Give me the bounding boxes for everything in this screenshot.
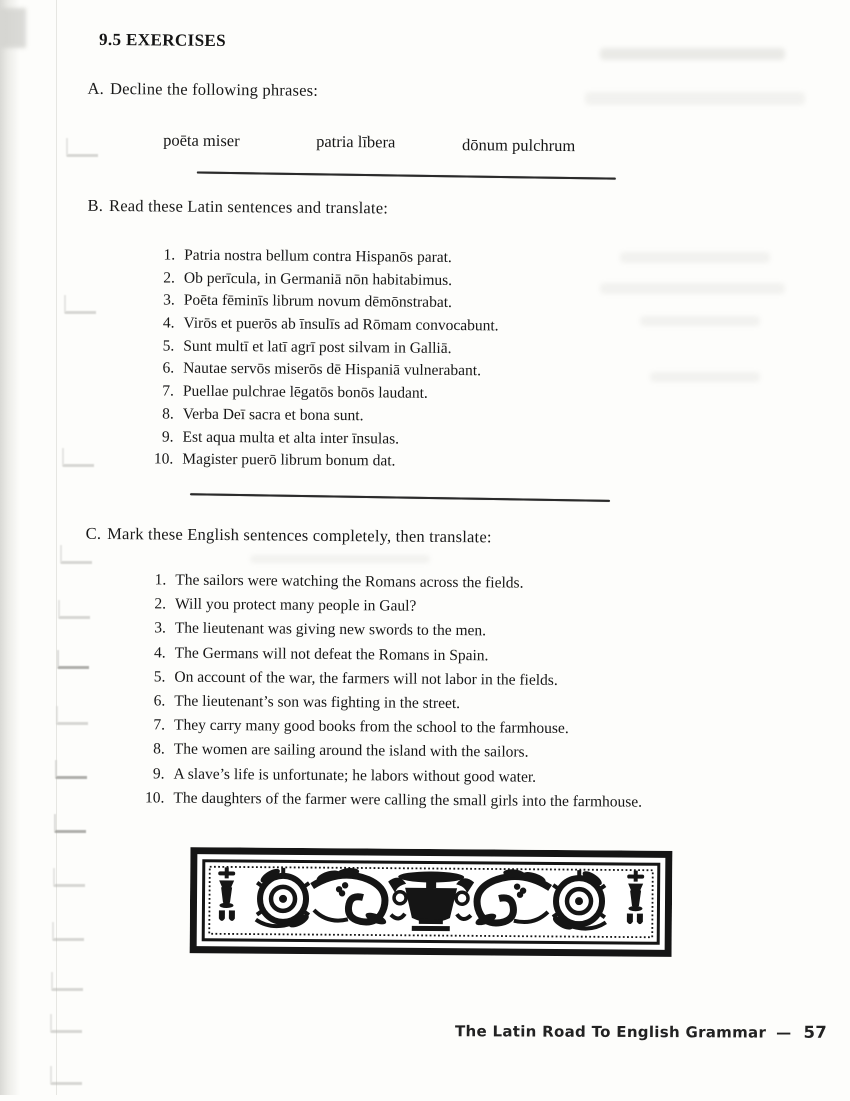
- item-text: Verba Deī sacra et bona sunt.: [182, 405, 364, 425]
- horizontal-rule-1: [197, 171, 616, 179]
- section-c-heading-text: Mark these English sentences completely, then translate:: [107, 523, 492, 547]
- list-item: [148, 292, 499, 318]
- item-text: The lieutenant was giving new swords to the men.: [174, 619, 487, 640]
- section-a-label: A.: [87, 78, 105, 98]
- list-item: [147, 314, 498, 340]
- list-item: [146, 451, 497, 477]
- item-text: The daughters of the farmer were calling the small girls into the farmhouse.: [173, 789, 643, 811]
- footer-page-number: 57: [803, 1022, 828, 1042]
- item-number: 5.: [162, 337, 175, 355]
- item-text: Poēta fēminīs librum novum dēmōnstrabat.: [183, 292, 452, 312]
- item-number: 4.: [153, 643, 166, 662]
- section-c-heading: [86, 524, 492, 548]
- english-sentence-list: [137, 571, 644, 817]
- item-number: 2.: [154, 595, 167, 613]
- item-text: Will you protect many people in Gaul?: [175, 595, 417, 615]
- list-item: [146, 428, 497, 454]
- decline-phrase-1: poēta miser: [163, 130, 240, 151]
- item-text: Virōs et puerōs ab īnsulīs ad Rōmam convocabunt.: [183, 314, 499, 335]
- item-number: 10.: [153, 450, 174, 468]
- item-number: 1.: [163, 246, 176, 264]
- latin-sentence-list: [146, 246, 499, 476]
- list-item: [147, 337, 498, 363]
- item-number: 4.: [162, 314, 175, 332]
- item-text: The women are sailing around the island with the sailors.: [173, 740, 529, 761]
- item-number: 3.: [154, 619, 166, 637]
- item-number: 7.: [162, 382, 175, 400]
- page-title: 9.5 EXERCISES: [98, 29, 227, 51]
- item-text: They carry many good books from the school to the farmhouse.: [173, 716, 569, 738]
- item-text: Nautae servōs miserōs dē Hispaniā vulnerabant.: [183, 360, 482, 380]
- section-b-heading: [87, 196, 388, 219]
- item-number: 3.: [163, 291, 175, 309]
- item-number: 5.: [153, 668, 166, 686]
- item-text: Magister puerō librum bonum dat.: [182, 450, 396, 470]
- list-item: [147, 360, 498, 386]
- footer-book-title: The Latin Road To English Grammar: [454, 1022, 767, 1042]
- section-a-heading: [87, 79, 318, 101]
- item-text: Ob perīcula, in Germaniā nōn habitabimus.: [183, 269, 453, 289]
- ornamental-banner: [190, 847, 673, 958]
- item-number: 9.: [161, 427, 174, 446]
- item-number: 6.: [162, 359, 175, 378]
- list-item: [147, 382, 498, 408]
- item-text: Sunt multī et latī agrī post silvam in Galliā.: [183, 337, 452, 357]
- list-item: [148, 269, 499, 295]
- item-text: Puellae pulchrae lēgatōs bonōs laudant.: [182, 382, 428, 402]
- item-number: 1.: [154, 571, 167, 589]
- decline-phrase-2: patria lībera: [316, 131, 396, 152]
- item-text: A slave’s life is unfortunate; he labors without good water.: [173, 765, 537, 786]
- footer-dash: —: [776, 1023, 792, 1042]
- section-b-heading-text: Read these Latin sentences and translate:: [109, 195, 389, 218]
- decline-phrase-3: dōnum pulchrum: [462, 135, 576, 156]
- item-text: Est aqua multa et alta inter īnsulas.: [182, 428, 400, 448]
- list-item: [147, 405, 498, 431]
- ornamental-banner-art: [190, 847, 673, 958]
- horizontal-rule-2: [190, 493, 610, 502]
- item-text: The sailors were watching the Romans across the fields.: [175, 571, 524, 592]
- section-c-label: C.: [85, 523, 102, 543]
- section-a-heading-text: Decline the following phrases:: [109, 79, 319, 100]
- item-number: 7.: [153, 716, 166, 734]
- page-footer: [454, 1021, 828, 1042]
- item-number: 8.: [153, 740, 165, 758]
- item-text: The Germans will not defeat the Romans in Spain.: [174, 644, 489, 664]
- item-number: 2.: [163, 269, 176, 287]
- item-text: On account of the war, the farmers will not labor in the fields.: [174, 668, 558, 689]
- item-number: 8.: [162, 405, 174, 423]
- item-text: Patria nostra bellum contra Hispanōs parat.: [184, 246, 452, 266]
- item-number: 10.: [144, 789, 165, 807]
- list-item: [137, 789, 642, 818]
- list-item: [148, 246, 499, 272]
- item-text: The lieutenant’s son was fighting in the street.: [174, 692, 461, 713]
- section-b-label: B.: [87, 195, 104, 215]
- item-number: 6.: [153, 692, 166, 710]
- item-number: 9.: [152, 764, 165, 783]
